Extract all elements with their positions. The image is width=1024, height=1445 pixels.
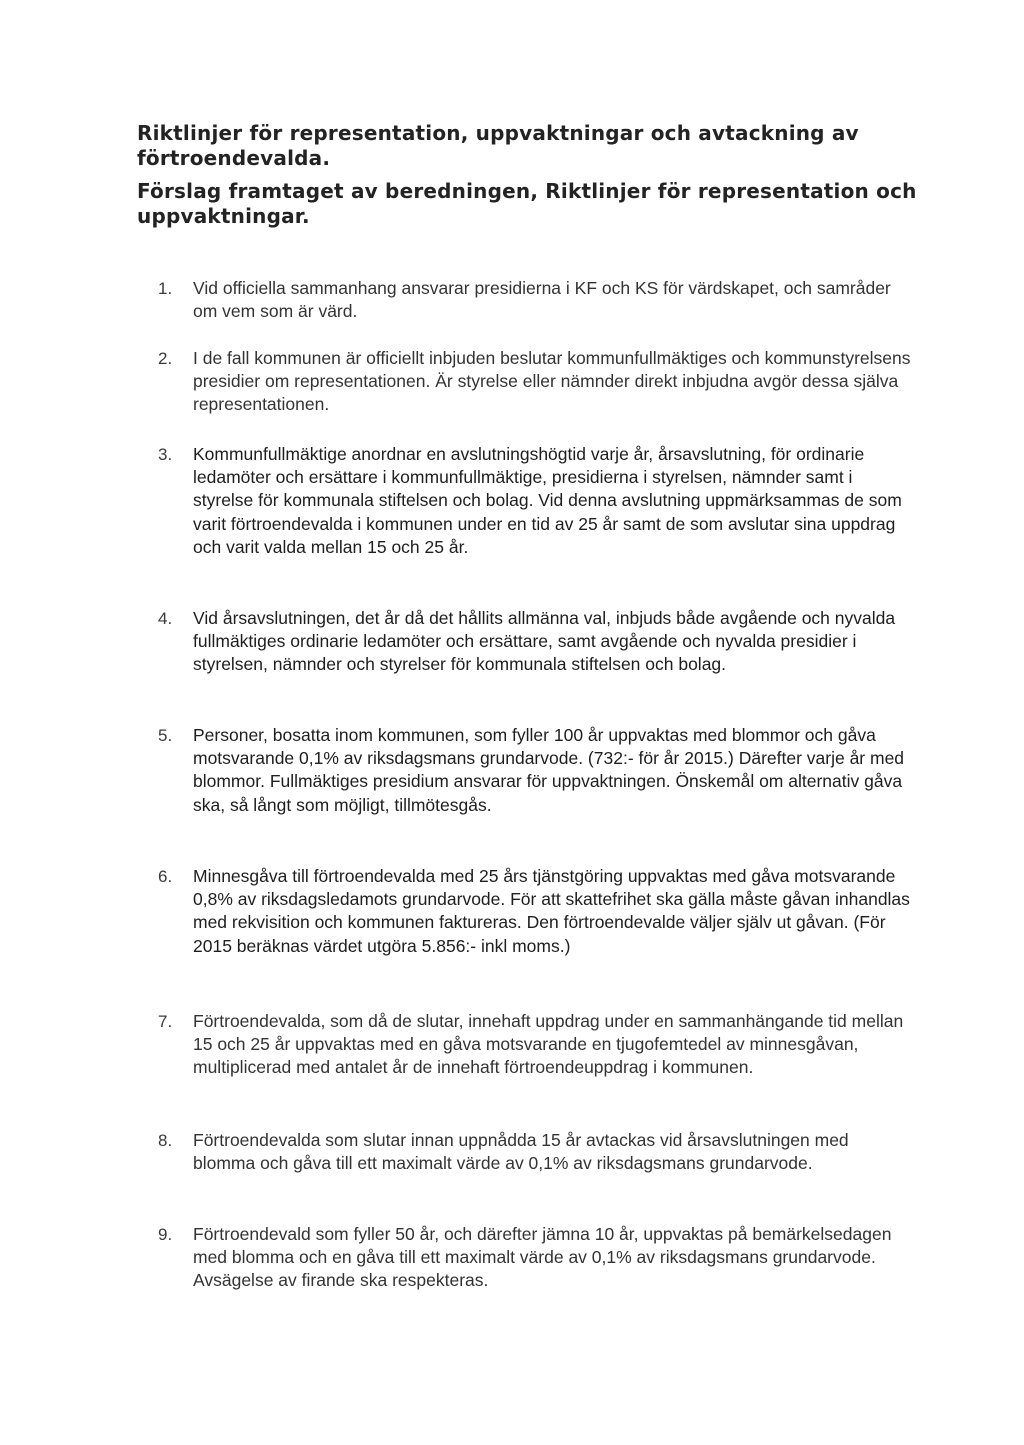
item-number: 4.	[158, 609, 173, 628]
item-text: Vid årsavslutningen, det år då det hållits allmänna val, inbjuds både avgående och nyvalda fullmäktiges ordinarie ledamöter och ersättare, samt avgående och nyvalda presidier i styrelsen, nämnder och styrelser för kommunala stiftelsen och bolag.	[193, 608, 896, 675]
item-number: 2.	[158, 349, 173, 368]
item-text: Personer, bosatta inom kommunen, som fyller 100 år uppvaktas med blommor och gåva motsvarande 0,1% av riksdagsmans grundarvode. (732:- för år 2015.) Därefter varje år med blommor. Fullmäktiges presidium ansvarar för uppvaktningen. Önskemål om alternativ gåva ska, så långt som möjligt, tillmötesgås.	[193, 725, 905, 815]
item-number: 6.	[158, 867, 173, 886]
item-text: Vid officiella sammanhang ansvarar presidierna i KF och KS för värdskapet, och samråder om vem som är värd.	[193, 278, 891, 322]
item-number: 1.	[158, 279, 173, 298]
item-number: 5.	[158, 726, 173, 745]
item-text: Minnesgåva till förtroendevalda med 25 års tjänstgöring uppvaktas med gåva motsvarande 0,8% av riksdagsledamots grundarvode. För att skattefrihet ska gälla måste gåvan inhandlas med rekvisition och kommunen faktureras. Den förtroendevalde väljer själv ut gåvan. (För 2015 beräknas värdet utgöra 5.856:- inkl moms.)	[193, 866, 910, 956]
item-text: Förtroendevalda, som då de slutar, innehaft uppdrag under en sammanhängande tid mellan 15 och 25 år uppvaktas med en gåva motsvarande en tjugofemtedel av minnesgåvan, multiplicerad med antalet år de innehaft förtroendeuppdrag i kommunen.	[193, 1011, 904, 1078]
item-number: 7.	[158, 1012, 173, 1031]
item-text: I de fall kommunen är officiellt inbjuden beslutar kommunfullmäktiges och kommunstyrelsens presidier om representationen. Är styrelse eller nämnder direkt inbjudna avgör dessa själva representationen.	[193, 348, 911, 415]
item-text: Kommunfullmäktige anordnar en avslutningshögtid varje år, årsavslutning, för ordinarie ledamöter och ersättare i kommunfullmäktige, presidierna i styrelsen, nämnder samt i styrelse för kommunala stiftelsen och bolag. Vid denna avslutning uppmärksammas de som varit förtroendevalda i kommunen under en tid av 25 år samt de som avslutar sina uppdrag och varit valda mellan 15 och 25 år.	[193, 444, 902, 557]
item-text: Förtroendevald som fyller 50 år, och därefter jämna 10 år, uppvaktas på bemärkelsedagen med blomma och en gåva till ett maximalt värde av 0,1% av riksdagsmans grundarvode. Avsägelse av firande ska respekteras.	[193, 1224, 892, 1291]
item-number: 8.	[158, 1131, 173, 1150]
document-title: Riktlinjer för representation, uppvaktningar och avtackning av förtroendevalda.	[137, 121, 859, 170]
item-number: 9.	[158, 1225, 173, 1244]
item-number: 3.	[158, 445, 173, 464]
document-subtitle: Förslag framtaget av beredningen, Riktlinjer för representation och uppvaktningar.	[137, 179, 917, 228]
item-text: Förtroendevalda som slutar innan uppnådda 15 år avtackas vid årsavslutningen med blomma och gåva till ett maximalt värde av 0,1% av riksdagsmans grundarvode.	[193, 1130, 849, 1174]
